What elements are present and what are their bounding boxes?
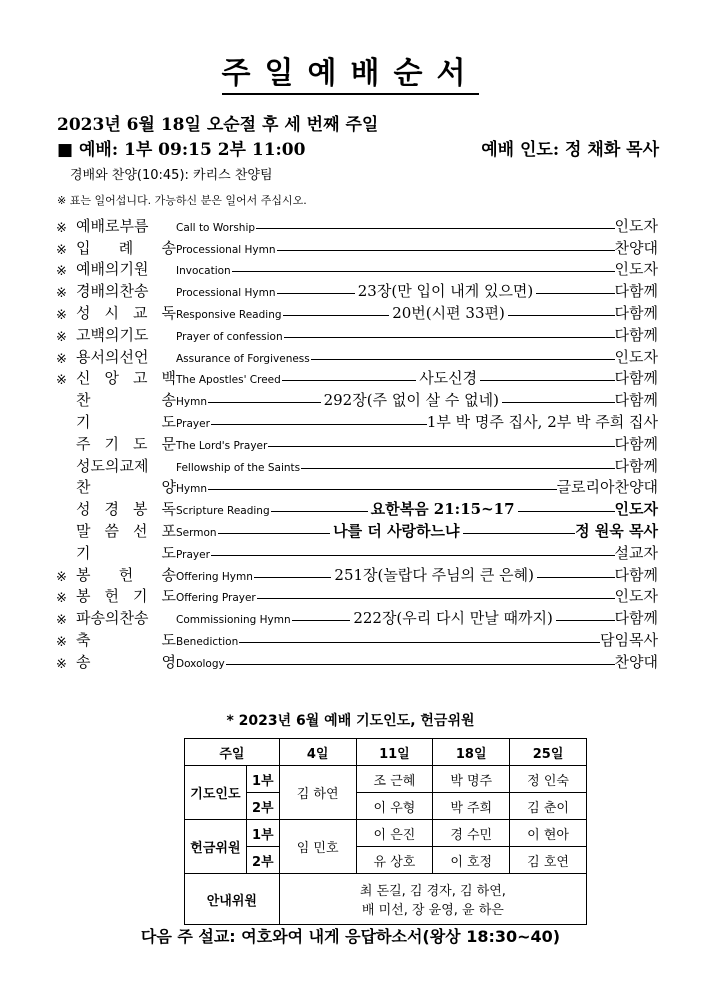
order-of-worship: [56, 214, 658, 672]
item-english-title: Doxology: [176, 657, 225, 670]
item-korean-title: 축 도: [76, 630, 176, 649]
item-responsible: 다함께: [614, 391, 658, 410]
praise-line: 경배와 찬양(10:45): 카리스 찬양팀: [70, 168, 273, 183]
order-item: [56, 541, 658, 563]
item-korean-title: 예배의기원: [76, 260, 149, 279]
table-cell: 정 인숙: [510, 766, 587, 793]
item-responsible: 다함께: [614, 282, 659, 301]
item-korean-title: 고백의기도: [76, 325, 149, 344]
usher-names-line: 최 돈길, 김 경자, 김 하연,: [359, 884, 506, 899]
item-english-title: Invocation: [176, 265, 231, 278]
usher-names: [279, 874, 586, 925]
item-english-title: Prayer: [176, 548, 210, 561]
item-english-title: Commissioning Hymn: [176, 614, 291, 627]
col-week: 18일: [433, 739, 510, 766]
table-row: [185, 766, 587, 793]
standing-mark: ※: [56, 373, 67, 389]
table-cell: 김 호연: [510, 847, 587, 874]
table-row: [185, 820, 587, 847]
order-item: [56, 606, 658, 628]
item-responsible: 찬양대: [614, 652, 658, 671]
worship-leader: 예배 인도: 정 채화 목사: [481, 140, 659, 160]
standing-mark: ※: [56, 613, 67, 629]
table-cell: 이 은진: [356, 820, 433, 847]
leader-line: [208, 402, 321, 403]
item-english-title: Hymn: [176, 396, 207, 409]
item-korean-title: 봉 헌 기 도: [76, 587, 176, 606]
item-korean-title: 성 경 봉 독: [76, 500, 176, 519]
item-responsible: 찬양대: [614, 238, 658, 257]
item-korean-title: 성 시 교 독: [76, 303, 176, 322]
leader-line: [277, 250, 615, 251]
part-label: 2부: [246, 847, 279, 874]
item-responsible: 다함께: [614, 369, 659, 388]
leader-line: [254, 577, 332, 578]
item-english-title: Sermon: [176, 526, 217, 539]
table-cell: 이 현아: [510, 820, 587, 847]
order-item: [56, 345, 658, 367]
item-english-title: Assurance of Forgiveness: [176, 352, 310, 365]
order-item: [56, 454, 658, 476]
item-detail: 292장(주 없이 살 수 없네): [323, 391, 499, 410]
item-english-title: Responsive Reading: [176, 308, 282, 321]
leader-line: [508, 315, 615, 316]
order-item: [56, 519, 658, 541]
item-responsible: 다함께: [614, 434, 658, 453]
item-responsible: 정 원욱 목사: [575, 521, 659, 540]
item-korean-title: 봉 헌 송: [76, 565, 176, 584]
leader-line: [283, 315, 390, 316]
offering-group-label: 헌금위원: [185, 820, 247, 874]
item-detail: 요한복음 21:15~17: [370, 500, 515, 519]
item-responsible: 인도자: [614, 347, 658, 366]
leader-line: [277, 293, 355, 294]
item-korean-title: 말 씀 선 포: [76, 521, 176, 540]
order-item: [56, 367, 658, 389]
standing-mark: ※: [56, 351, 67, 367]
item-korean-title: 기 도: [76, 543, 176, 562]
part-label: 2부: [246, 793, 279, 820]
item-english-title: The Lord's Prayer: [176, 439, 268, 452]
table-row: [185, 874, 587, 925]
col-sunday: 주일: [185, 739, 280, 766]
item-english-title: Prayer: [176, 417, 210, 430]
leader-line: [211, 555, 615, 556]
table-cell: 임 민호: [279, 820, 356, 874]
table-cell: 경 수민: [433, 820, 510, 847]
leader-line: [257, 598, 615, 599]
standing-mark: ※: [56, 242, 67, 258]
item-english-title: Processional Hymn: [176, 287, 276, 300]
item-responsible: 인도자: [614, 216, 658, 235]
leader-line: [239, 642, 600, 643]
roster-heading: * 2023년 6월 예배 기도인도, 헌금위원: [226, 713, 475, 729]
item-english-title: Prayer of confession: [176, 330, 283, 343]
item-detail: 20번(시편 33편): [392, 303, 505, 322]
order-item: [56, 323, 658, 345]
leader-line: [480, 380, 614, 381]
leader-line: [284, 337, 615, 338]
table-cell: 박 주희: [433, 793, 510, 820]
leader-line: [268, 446, 614, 447]
leader-line: [211, 424, 427, 425]
order-item: [56, 476, 658, 498]
item-english-title: Benediction: [176, 635, 239, 648]
item-english-title: Call to Worship: [176, 221, 256, 234]
leader-line: [502, 402, 615, 403]
leader-line: [232, 271, 615, 272]
table-cell: 김 하연: [279, 766, 356, 820]
item-responsible: 다함께: [614, 456, 658, 475]
order-item: [56, 432, 658, 454]
standing-mark: ※: [56, 569, 67, 585]
standing-mark: ※: [56, 656, 67, 672]
roster-table: [184, 738, 587, 925]
order-item: [56, 650, 658, 672]
col-week: 4일: [279, 739, 356, 766]
usher-names-line: 배 미선, 장 윤영, 윤 하은: [361, 903, 504, 918]
order-item: [56, 388, 658, 410]
part-label: 1부: [246, 820, 279, 847]
standing-mark: ※: [56, 329, 67, 345]
item-korean-title: 용서의선언: [76, 347, 149, 366]
leader-line: [282, 380, 416, 381]
item-responsible: 인도자: [614, 500, 658, 519]
item-english-title: Scripture Reading: [176, 505, 270, 518]
leader-line: [208, 489, 557, 490]
leader-line: [518, 511, 615, 512]
leader-line: [301, 468, 614, 469]
item-korean-title: 경배의찬송: [76, 282, 149, 301]
item-responsible: 담임목사: [600, 630, 658, 649]
order-item: [56, 410, 658, 432]
leader-line: [556, 620, 615, 621]
order-item: [56, 628, 658, 650]
item-korean-title: 성도의교제: [76, 456, 149, 475]
order-item: [56, 214, 658, 236]
table-cell: 유 상호: [356, 847, 433, 874]
leader-line: [226, 664, 615, 665]
order-item: [56, 236, 658, 258]
order-item: [56, 497, 658, 519]
item-responsible: 다함께: [614, 609, 659, 628]
standing-mark: ※: [56, 264, 67, 280]
item-korean-title: 찬 송: [76, 391, 176, 410]
item-responsible: 인도자: [614, 260, 658, 279]
item-korean-title: 찬 양: [76, 478, 176, 497]
roster-header-row: [185, 739, 587, 766]
usher-label: 안내위원: [185, 874, 280, 925]
service-date: 2023년 6월 18일 오순절 후 세 번째 주일: [57, 115, 379, 135]
order-item: [56, 585, 658, 607]
leader-line: [311, 359, 615, 360]
item-responsible: 설교자: [614, 543, 658, 562]
leader-line: [218, 533, 331, 534]
item-english-title: Fellowship of the Saints: [176, 461, 301, 474]
order-item: [56, 279, 658, 301]
item-detail: 23장(만 입이 내게 있으면): [357, 282, 534, 301]
col-week: 11일: [356, 739, 433, 766]
next-sermon: 다음 주 설교: 여호와여 내게 응답하소서(왕상 18:30~40): [140, 927, 561, 946]
item-korean-title: 주 기 도 문: [76, 434, 176, 453]
item-detail: 나를 더 사랑하느냐: [333, 521, 460, 540]
part-label: 1부: [246, 766, 279, 793]
table-cell: 조 근혜: [356, 766, 433, 793]
item-detail: 222장(우리 다시 만날 때까지): [353, 609, 553, 628]
standing-note: ※ 표는 일어섭니다. 가능하신 분은 일어서 주십시오.: [57, 194, 307, 207]
item-korean-title: 입 례 송: [76, 238, 176, 257]
prayer-group-label: 기도인도: [185, 766, 247, 820]
standing-mark: ※: [56, 307, 67, 323]
item-responsible: 다함께: [614, 565, 658, 584]
page-title: 주일예배순서: [0, 48, 701, 92]
item-korean-title: 신 앙 고 백: [76, 369, 176, 388]
item-responsible: 다함께: [614, 303, 658, 322]
standing-mark: ※: [56, 591, 67, 607]
table-cell: 김 춘이: [510, 793, 587, 820]
item-korean-title: 기 도: [76, 412, 176, 431]
item-responsible: 글로리아찬양대: [556, 478, 658, 497]
service-times: ■ 예배: 1부 09:15 2부 11:00: [57, 140, 306, 160]
order-item: [56, 258, 658, 280]
leader-line: [463, 533, 576, 534]
table-cell: 이 호정: [433, 847, 510, 874]
item-detail: 251장(놀랍다 주님의 큰 은혜): [334, 565, 534, 584]
standing-mark: ※: [56, 286, 67, 302]
standing-mark: ※: [56, 634, 67, 650]
item-korean-title: 파송의찬송: [76, 609, 149, 628]
item-detail: 사도신경: [419, 369, 478, 388]
leader-line: [271, 511, 368, 512]
item-english-title: Processional Hymn: [176, 243, 276, 256]
table-cell: 이 우형: [356, 793, 433, 820]
leader-line: [537, 577, 615, 578]
table-cell: 박 명주: [433, 766, 510, 793]
item-english-title: Offering Prayer: [176, 592, 256, 605]
item-responsible: 인도자: [614, 587, 658, 606]
leader-line: [256, 228, 614, 229]
item-english-title: Hymn: [176, 483, 207, 496]
item-korean-title: 송 영: [76, 652, 176, 671]
col-week: 25일: [510, 739, 587, 766]
item-english-title: Offering Hymn: [176, 570, 253, 583]
order-item: [56, 563, 658, 585]
leader-line: [292, 620, 351, 621]
item-korean-title: 예배로부름: [76, 216, 149, 235]
order-item: [56, 301, 658, 323]
item-responsible: 다함께: [614, 325, 658, 344]
item-english-title: The Apostles' Creed: [176, 374, 281, 387]
leader-line: [536, 293, 614, 294]
standing-mark: ※: [56, 220, 67, 236]
item-responsible: 1부 박 명주 집사, 2부 박 주희 집사: [426, 412, 658, 431]
